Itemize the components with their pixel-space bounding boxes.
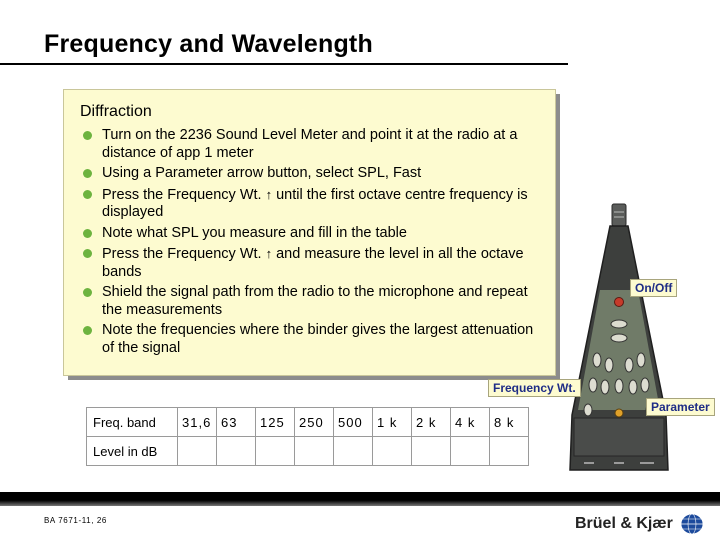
level-input-cell[interactable] (334, 437, 373, 466)
instruction-item (64, 322, 544, 357)
band-cell: 4 k (451, 408, 490, 437)
band-cell: 250 (295, 408, 334, 437)
band-cell: 31,6 (178, 408, 217, 437)
table-row (87, 408, 529, 437)
up-arrow-icon: ↑ (265, 246, 273, 261)
instruction-item (64, 284, 544, 319)
meter-indicator-icon (615, 409, 623, 417)
brand-logo (575, 513, 705, 535)
instruction-item (64, 127, 544, 162)
instruction-text: Note what SPL you measure and fill in the table (102, 224, 407, 241)
level-db-label: Level in dB (87, 437, 178, 466)
measurement-table (86, 407, 529, 466)
instruction-text: and measure the level in all the octave bands (102, 246, 524, 280)
bullet-dot-icon (83, 131, 92, 140)
band-cell: 125 (256, 408, 295, 437)
band-cell: 1 k (373, 408, 412, 437)
instruction-list (64, 127, 544, 360)
bullet-dot-icon (83, 169, 92, 178)
instruction-item (64, 165, 544, 183)
up-arrow-icon: ↑ (265, 186, 273, 202)
instruction-box (63, 89, 556, 376)
bullet-dot-icon (83, 190, 92, 199)
meter-button[interactable] (584, 404, 592, 416)
footer-bar (0, 492, 720, 506)
freq-band-label: Freq. band (87, 408, 178, 437)
instruction-text: Press the Frequency Wt. (102, 186, 266, 203)
brand-name: Brüel & Kjær (575, 515, 673, 532)
bullet-dot-icon (83, 326, 92, 335)
instruction-heading: Diffraction (80, 103, 152, 120)
level-input-cell[interactable] (412, 437, 451, 466)
meter-button[interactable] (605, 358, 613, 372)
sound-level-meter (560, 200, 684, 480)
footer-code: BA 7671-11, 26 (44, 516, 107, 525)
meter-button[interactable] (593, 353, 601, 367)
level-input-cell[interactable] (373, 437, 412, 466)
bullet-dot-icon (83, 288, 92, 297)
frequency-wt-button[interactable] (589, 378, 597, 392)
globe-logo-icon (679, 513, 705, 535)
parameter-button[interactable] (641, 378, 649, 392)
band-cell: 500 (334, 408, 373, 437)
band-cell: 2 k (412, 408, 451, 437)
level-input-cell[interactable] (490, 437, 529, 466)
instruction-text: Press the Frequency Wt. (102, 246, 266, 262)
table-row (87, 437, 529, 466)
microphone-icon (612, 204, 626, 226)
level-input-cell[interactable] (256, 437, 295, 466)
meter-button[interactable] (625, 358, 633, 372)
meter-button[interactable] (615, 379, 623, 393)
parameter-callout: Parameter (646, 398, 715, 416)
on-off-callout: On/Off (630, 279, 677, 297)
frequency-wt-callout: Frequency Wt. (488, 379, 581, 397)
parameter-button[interactable] (629, 380, 637, 394)
bullet-dot-icon (83, 229, 92, 238)
level-input-cell[interactable] (451, 437, 490, 466)
bullet-dot-icon (83, 249, 92, 258)
instruction-text: Shield the signal path from the radio to the microphone and repeat the measurements (102, 284, 528, 318)
level-input-cell[interactable] (178, 437, 217, 466)
instruction-item (64, 186, 544, 222)
meter-button[interactable] (611, 320, 627, 328)
meter-display (574, 418, 664, 456)
instruction-text: Turn on the 2236 Sound Level Meter and point it at the radio at a distance of app 1 meter (102, 127, 518, 161)
meter-button[interactable] (611, 334, 627, 342)
level-input-cell[interactable] (217, 437, 256, 466)
instruction-item (64, 245, 544, 281)
meter-button[interactable] (637, 353, 645, 367)
title-underline (0, 63, 568, 65)
instruction-text: Note the frequencies where the binder gives the largest attenuation of the signal (102, 322, 534, 356)
band-cell: 8 k (490, 408, 529, 437)
instruction-text: until the first octave centre frequency is displayed (102, 186, 528, 220)
level-input-cell[interactable] (295, 437, 334, 466)
power-button-icon[interactable] (615, 298, 624, 307)
band-cell: 63 (217, 408, 256, 437)
frequency-wt-button[interactable] (601, 380, 609, 394)
instruction-item (64, 225, 544, 243)
slide-title: Frequency and Wavelength (44, 30, 373, 58)
instruction-text: Using a Parameter arrow button, select SPL, Fast (102, 165, 422, 181)
